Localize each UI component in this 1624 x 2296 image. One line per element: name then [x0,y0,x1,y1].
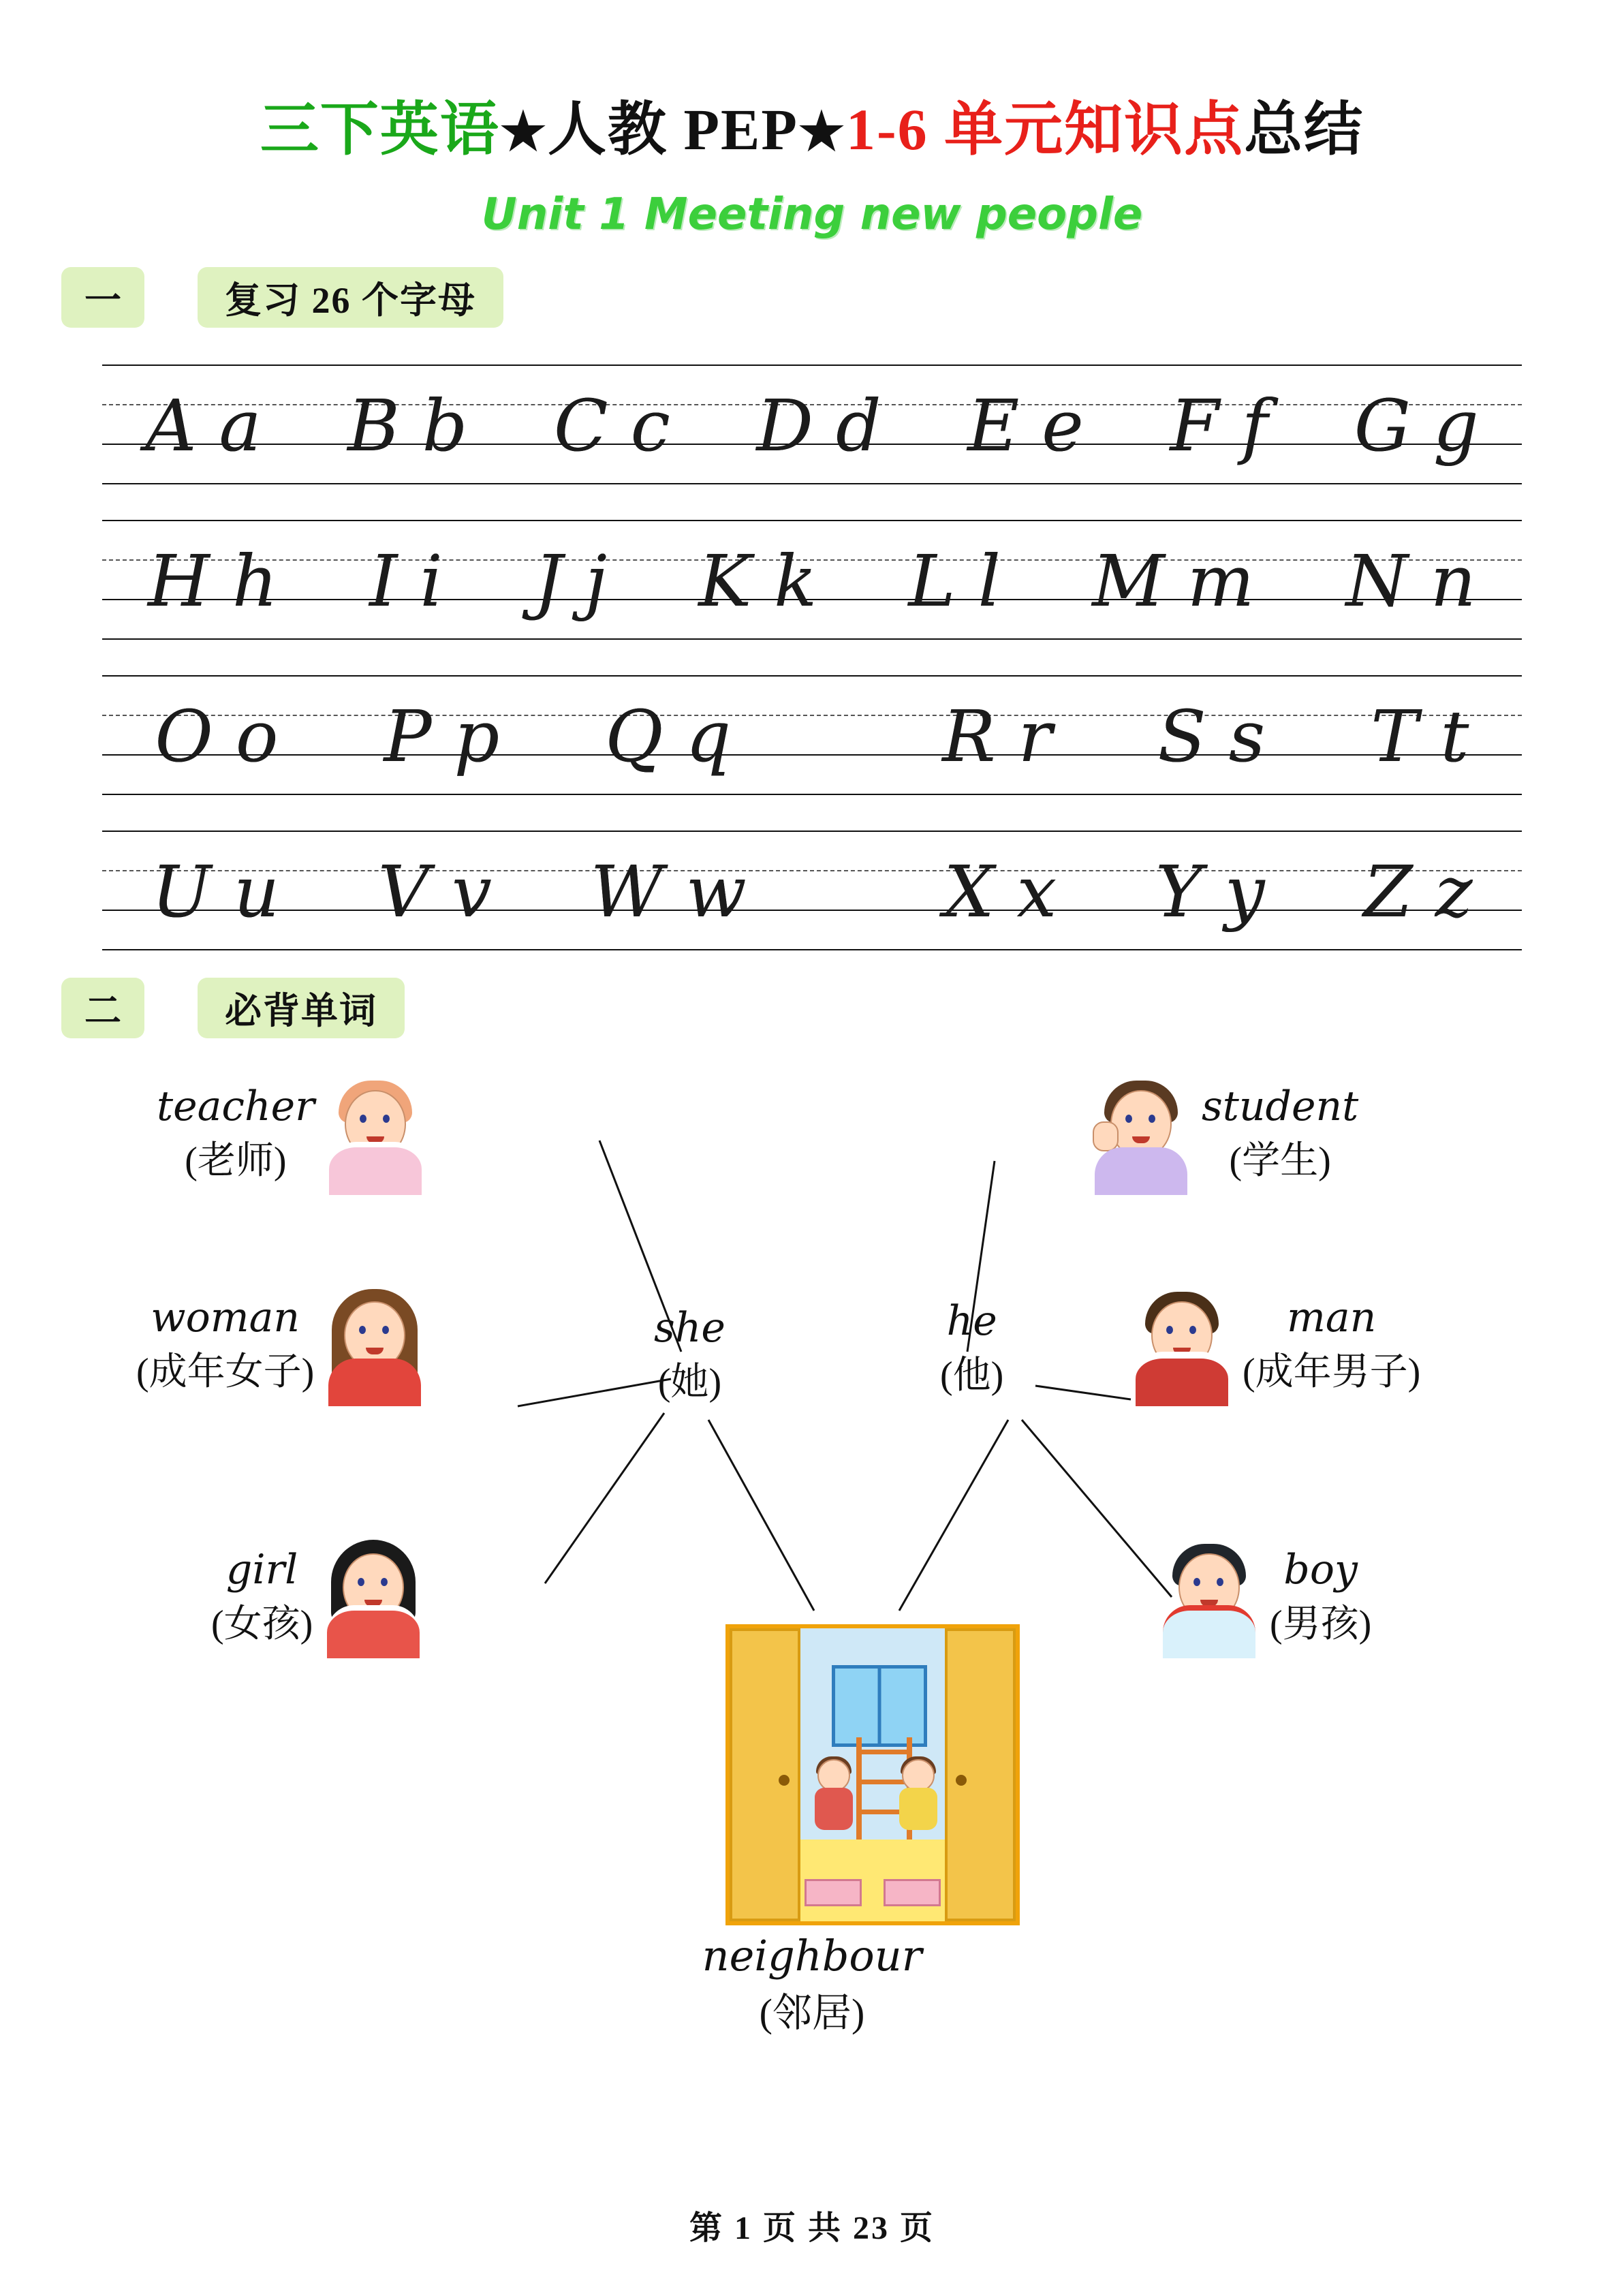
vocab-item-girl [211,1536,424,1658]
section-title-1: 复习 26 个字母 [198,267,503,328]
letter-pair: D d [756,384,881,467]
letter-pair: P p [384,695,500,778]
vocab-item-boy [1158,1536,1371,1658]
title-star-2: ★ [798,104,847,161]
child-left-icon [813,1759,855,1841]
vocab-translation: (男孩) [1270,1603,1372,1645]
vocab-word: neighbour [702,1931,922,1981]
letter-pair: F f [1170,384,1268,467]
letter-pair: I i [369,540,443,623]
letter-pair: K k [698,540,817,623]
letter-pair: W w [590,850,747,933]
vocab-translation: (成年男子) [1243,1351,1421,1393]
section-number-2: 二 [61,978,144,1038]
vocab-word: teacher [157,1083,315,1130]
letter-pair: V v [377,850,492,933]
stave-letters [102,814,1522,950]
vocabulary-diagram [0,1059,1624,2122]
letter-pair: E e [967,384,1084,467]
teacher-avatar-icon [324,1072,426,1195]
mat-right [884,1879,941,1906]
mat-left [805,1879,862,1906]
vocab-word: man [1286,1294,1377,1341]
section-title-2: 必背单词 [198,978,405,1038]
letter-pair: N n [1345,540,1476,623]
vocab-translation: (女孩) [211,1603,313,1645]
vocab-translation: (成年女子) [136,1351,315,1393]
neighbour-illustration [725,1624,1020,1925]
letter-pair: Z z [1363,850,1473,933]
vocab-item-neighbour [0,1931,1624,2038]
boy-avatar-icon [1158,1536,1260,1658]
letter-pair: A a [145,384,262,467]
vocab-translation: (他) [940,1354,1004,1397]
child-right-icon [897,1759,939,1841]
stave-row-2 [102,503,1522,640]
woman-avatar-icon [324,1284,426,1406]
vocab-translation: (老师) [185,1140,287,1182]
letter-pair: O o [155,695,279,778]
letter-pair: J j [534,540,607,623]
title-part-4: 总结 [1244,97,1364,162]
door-left-icon [730,1628,800,1921]
letter-pair: Q q [605,695,732,778]
letter-pair: R r [942,695,1052,778]
man-avatar-icon [1131,1284,1233,1406]
vocab-item-woman [136,1284,426,1406]
vocab-word: he [946,1297,997,1345]
alphabet-staves [102,348,1522,950]
letter-pair: L l [908,540,1001,623]
letter-pair: M m [1092,540,1255,623]
girl-avatar-icon [322,1536,424,1658]
vocab-translation: (她) [657,1361,722,1403]
letter-pair: G g [1354,384,1479,467]
section-header-2 [61,978,1624,1038]
letter-pair: H h [148,540,278,623]
letter-pair: B b [347,384,468,467]
page-footer: 第 1 页 共 23 页 [689,2210,935,2246]
stave-row-1 [102,348,1522,484]
vocab-translation: (学生) [1229,1140,1331,1182]
vocab-translation: (邻居) [759,1991,865,2035]
stave-row-4 [102,814,1522,950]
vocab-item-he [940,1297,1003,1399]
unit-subtitle: Unit 1 Meeting new people [481,189,1143,240]
vocab-item-she [654,1304,725,1406]
stave-letters [102,503,1522,640]
title-star-1: ★ [499,104,548,161]
page-title [0,82,1624,166]
vocab-word: boy [1283,1546,1358,1594]
letter-pair: Y y [1155,850,1265,933]
window-icon [832,1665,927,1747]
vocab-item-teacher [157,1072,426,1195]
vocab-word: student [1202,1083,1359,1130]
vocab-word: she [654,1304,725,1352]
letter-pair: S s [1157,695,1266,778]
door-right-icon [945,1628,1016,1921]
vocab-item-man [1131,1284,1420,1406]
stave-letters [102,659,1522,795]
title-part-3: 1-6 单元知识点 [846,97,1245,162]
student-avatar-icon [1090,1072,1192,1195]
section-number-1: 一 [61,267,144,328]
vocab-word: girl [225,1546,298,1594]
letter-pair: U u [151,850,280,933]
letter-pair: X x [943,850,1057,933]
title-part-1: 三下英语 [260,97,500,162]
title-part-2: 人教 PEP [547,97,798,162]
vocab-item-student [1090,1072,1358,1195]
stave-letters [102,348,1522,484]
letter-pair: C c [553,384,670,467]
stave-row-3 [102,659,1522,795]
vocab-word: woman [151,1294,300,1341]
letter-pair: T t [1371,695,1469,778]
section-header-1 [61,267,1624,328]
